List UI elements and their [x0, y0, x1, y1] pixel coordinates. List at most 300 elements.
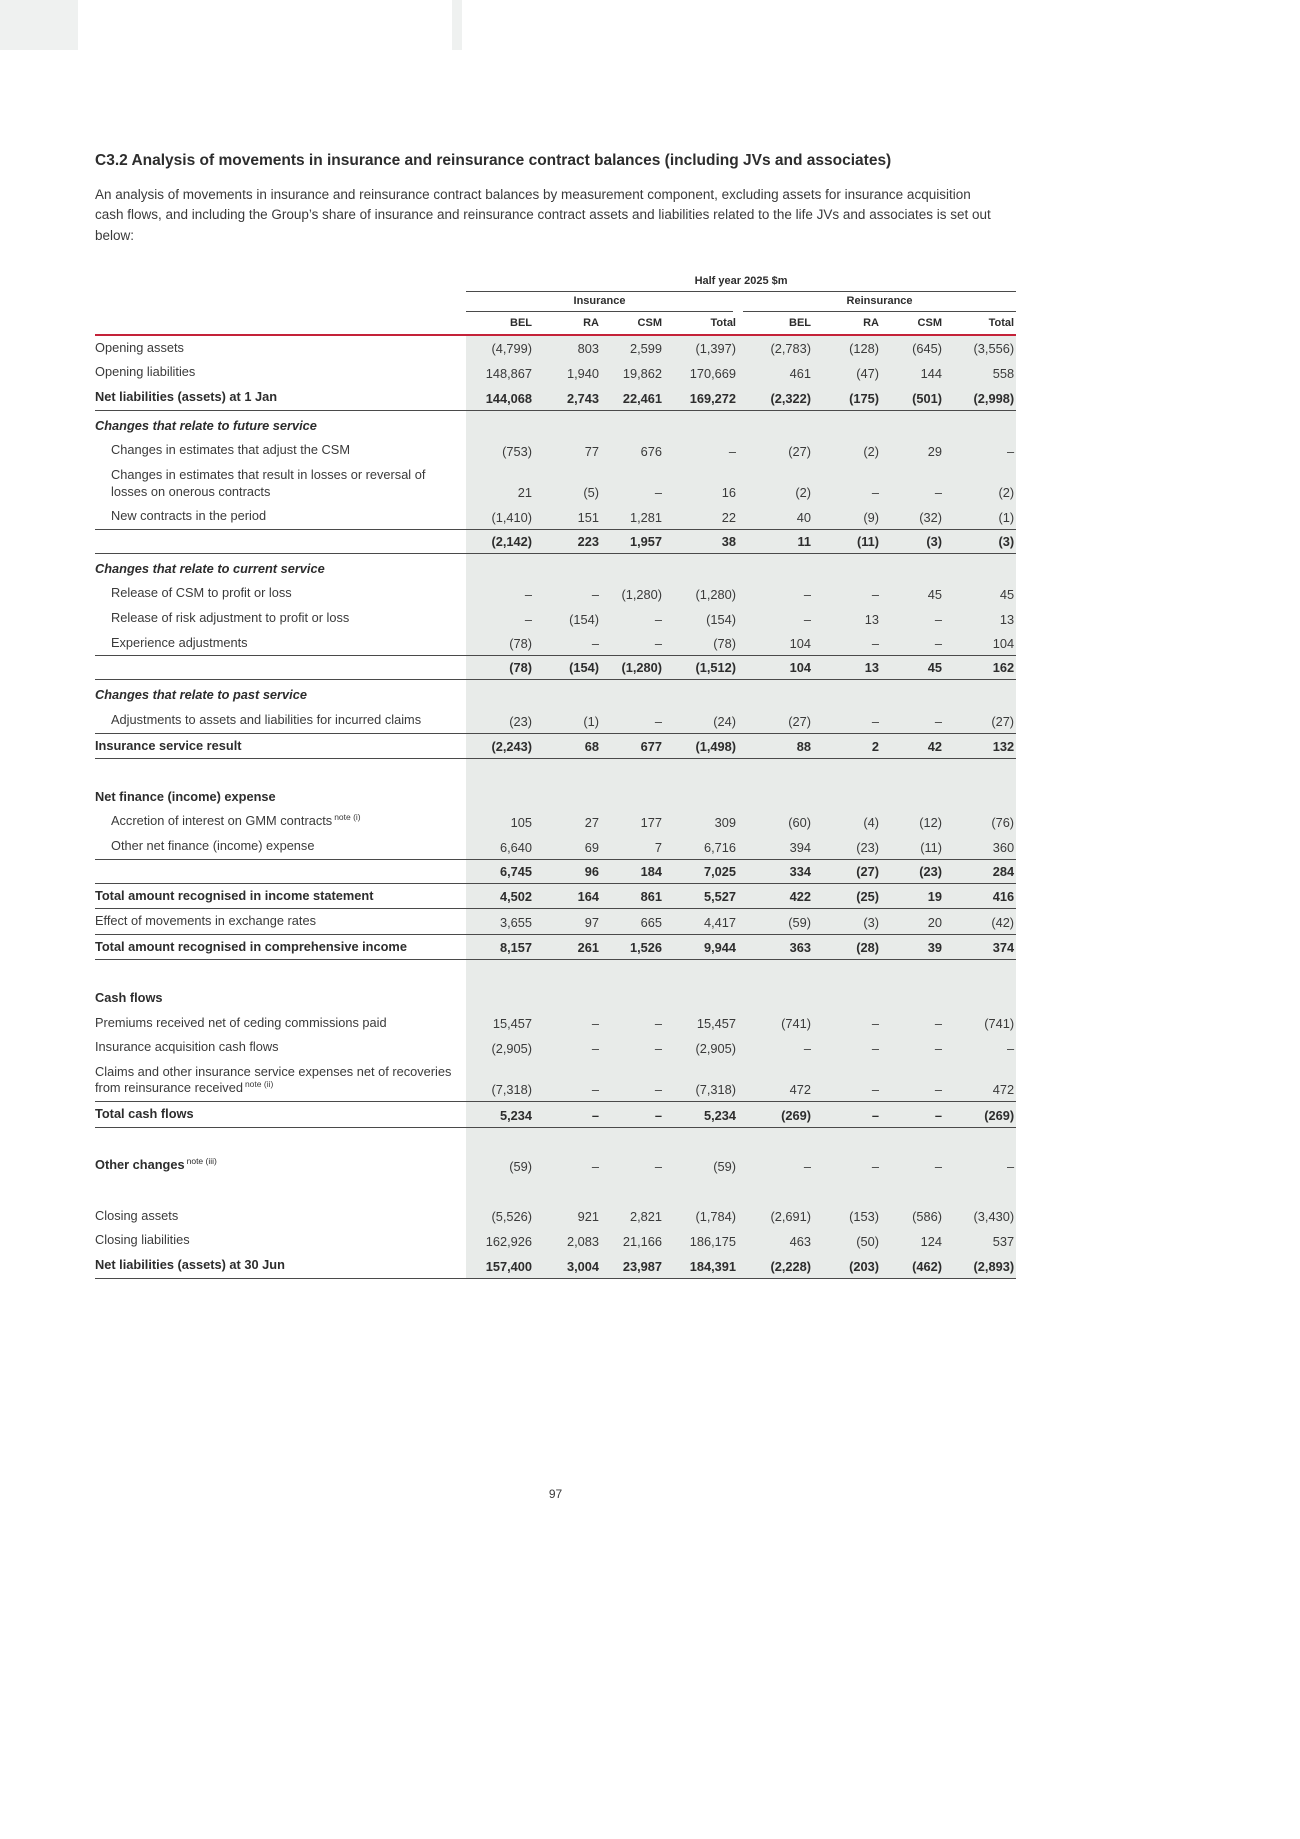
value-cell [813, 553, 881, 581]
value-cell [601, 410, 664, 438]
value-cell: 19 [881, 883, 944, 909]
value-cell [813, 960, 881, 986]
value-cell: – [534, 581, 601, 606]
value-cell: 15,457 [466, 1011, 534, 1036]
value-cell: (645) [881, 335, 944, 361]
value-cell: 162,926 [466, 1228, 534, 1253]
value-cell: – [813, 1035, 881, 1060]
value-cell [466, 960, 534, 986]
value-cell: – [738, 581, 813, 606]
value-cell: (586) [881, 1204, 944, 1229]
value-cell: 9,944 [664, 934, 738, 960]
value-cell: (2,243) [466, 733, 534, 759]
table-row [95, 631, 1016, 656]
value-cell: (76) [944, 809, 1016, 834]
value-cell: (1) [944, 504, 1016, 529]
row-label: Opening assets [95, 335, 466, 361]
row-label: Changes that relate to current service [95, 560, 325, 576]
value-cell: – [601, 1102, 664, 1128]
table-row [95, 1102, 1016, 1128]
value-cell: (153) [813, 1204, 881, 1229]
value-cell: (2,905) [466, 1035, 534, 1060]
value-cell: (23) [881, 859, 944, 883]
column-header-total-insurance: Total [710, 316, 736, 329]
row-label: New contracts in the period [111, 508, 267, 524]
value-cell [944, 960, 1016, 986]
column-header-bel-insurance: BEL [510, 316, 532, 329]
table-row [95, 1060, 1016, 1102]
value-cell: – [466, 606, 534, 631]
value-cell: (9) [813, 504, 881, 529]
row-label [95, 1127, 466, 1153]
value-cell [466, 986, 534, 1011]
value-cell: (23) [466, 708, 534, 733]
value-cell: 29 [881, 438, 944, 463]
value-cell: 13 [813, 656, 881, 680]
value-cell: (741) [944, 1011, 1016, 1036]
table-row [95, 360, 1016, 385]
value-cell [813, 1127, 881, 1153]
row-label: Premiums received net of ceding commissions paid [95, 1014, 387, 1030]
value-cell [944, 410, 1016, 438]
value-cell: 416 [944, 883, 1016, 909]
column-header-ra-reinsurance: RA [863, 316, 879, 329]
value-cell [534, 986, 601, 1011]
value-cell: 2,821 [601, 1204, 664, 1229]
value-cell: 2 [813, 733, 881, 759]
table-row [95, 410, 1016, 438]
value-cell: 23,987 [601, 1253, 664, 1278]
row-label [95, 1178, 466, 1204]
value-cell: 45 [944, 581, 1016, 606]
value-cell: (3) [944, 529, 1016, 553]
value-cell: (27) [738, 438, 813, 463]
value-cell: (27) [738, 708, 813, 733]
period-header: Half year 2025 $m [466, 272, 1016, 292]
value-cell: 88 [738, 733, 813, 759]
value-cell: – [881, 708, 944, 733]
value-cell: 677 [601, 733, 664, 759]
value-cell: 422 [738, 883, 813, 909]
value-cell [881, 1178, 944, 1204]
value-cell: (1,410) [466, 504, 534, 529]
value-cell [466, 759, 534, 785]
value-cell: 360 [944, 834, 1016, 859]
value-cell: 69 [534, 834, 601, 859]
value-cell: (1,498) [664, 733, 738, 759]
value-cell: – [944, 438, 1016, 463]
row-label: Changes in estimates that adjust the CSM [111, 442, 350, 458]
value-cell [813, 785, 881, 810]
spacer-row [95, 960, 1016, 986]
table-row [95, 986, 1016, 1011]
value-cell: 6,716 [664, 834, 738, 859]
value-cell: (27) [944, 708, 1016, 733]
table-row [95, 335, 1016, 361]
value-cell: (47) [813, 360, 881, 385]
value-cell: 105 [466, 809, 534, 834]
value-cell: 42 [881, 733, 944, 759]
column-header-row [95, 312, 1016, 335]
value-cell: – [881, 1011, 944, 1036]
row-label: Closing liabilities [95, 1232, 190, 1248]
value-cell [738, 1178, 813, 1204]
value-cell [813, 680, 881, 708]
value-cell: 284 [944, 859, 1016, 883]
value-cell: 461 [738, 360, 813, 385]
table-row [95, 909, 1016, 935]
value-cell: – [534, 1060, 601, 1102]
row-label: Insurance service result [95, 733, 466, 759]
row-label: Changes that relate to future service [95, 417, 317, 433]
value-cell: 803 [534, 335, 601, 361]
row-label [95, 529, 466, 553]
value-cell: (753) [466, 438, 534, 463]
value-cell: – [466, 581, 534, 606]
value-cell: – [944, 1035, 1016, 1060]
table-row [95, 1153, 1016, 1178]
value-cell: (25) [813, 883, 881, 909]
row-label [95, 656, 466, 680]
value-cell [944, 680, 1016, 708]
value-cell [738, 759, 813, 785]
value-cell [944, 1178, 1016, 1204]
value-cell: 16 [664, 463, 738, 504]
column-header-total-reinsurance: Total [988, 316, 1015, 329]
row-label: Insurance acquisition cash flows [95, 1039, 279, 1055]
value-cell: 184,391 [664, 1253, 738, 1278]
column-header-bel-reinsurance: BEL [789, 316, 811, 329]
value-cell: – [534, 1035, 601, 1060]
row-label: Effect of movements in exchange rates [95, 909, 466, 935]
value-cell [881, 410, 944, 438]
value-cell: – [813, 1060, 881, 1102]
row-label: Claims and other insurance service expenses net of recoveries from reinsurance received $^{note (ii)}$ [95, 1063, 452, 1096]
value-cell [881, 960, 944, 986]
value-cell: (1,280) [601, 581, 664, 606]
value-cell: (175) [813, 385, 881, 410]
value-cell [534, 960, 601, 986]
value-cell [664, 553, 738, 581]
value-cell: (154) [534, 656, 601, 680]
value-cell: (3,556) [944, 335, 1016, 361]
value-cell: 144 [881, 360, 944, 385]
value-cell: (24) [664, 708, 738, 733]
value-cell: (59) [466, 1153, 534, 1178]
value-cell [664, 1127, 738, 1153]
value-cell: 96 [534, 859, 601, 883]
value-cell [601, 759, 664, 785]
top-decoration-left [0, 0, 78, 50]
value-cell: 5,234 [664, 1102, 738, 1128]
value-cell: 7,025 [664, 859, 738, 883]
value-cell: 13 [944, 606, 1016, 631]
value-cell: 472 [738, 1060, 813, 1102]
value-cell: 20 [881, 909, 944, 935]
value-cell [601, 1127, 664, 1153]
value-cell [466, 1178, 534, 1204]
value-cell [738, 553, 813, 581]
report-content [95, 152, 1016, 1279]
value-cell: – [601, 1011, 664, 1036]
value-cell: 97 [534, 909, 601, 935]
note-reference: note (iii) [186, 1155, 217, 1166]
value-cell: (5) [534, 463, 601, 504]
table-row [95, 606, 1016, 631]
table-row [95, 680, 1016, 708]
header-spacer [95, 312, 466, 335]
value-cell: (4) [813, 809, 881, 834]
table-row [95, 834, 1016, 859]
group-header-insurance-cell [466, 292, 738, 312]
header-spacer [95, 292, 466, 312]
table-row [95, 553, 1016, 581]
value-cell [534, 1127, 601, 1153]
value-cell: 472 [944, 1060, 1016, 1102]
value-cell [466, 410, 534, 438]
header-spacer [95, 272, 466, 292]
value-cell: (7,318) [664, 1060, 738, 1102]
value-cell [664, 1178, 738, 1204]
value-cell: 5,234 [466, 1102, 534, 1128]
value-cell: (1) [534, 708, 601, 733]
value-cell [534, 410, 601, 438]
value-cell [601, 1178, 664, 1204]
value-cell: – [601, 463, 664, 504]
table-row [95, 463, 1016, 504]
value-cell: 104 [944, 631, 1016, 656]
value-cell: 374 [944, 934, 1016, 960]
table-row [95, 708, 1016, 733]
row-label: Adjustments to assets and liabilities for incurred claims [111, 711, 422, 727]
group-header-reinsurance: Reinsurance [743, 292, 1016, 312]
value-cell: (2,322) [738, 385, 813, 410]
value-cell: (741) [738, 1011, 813, 1036]
row-label: Changes that relate to past service [95, 687, 307, 703]
value-cell: 558 [944, 360, 1016, 385]
value-cell: 19,862 [601, 360, 664, 385]
table-row [95, 859, 1016, 883]
row-label: Total amount recognised in income statement [95, 883, 466, 909]
value-cell: 676 [601, 438, 664, 463]
section-title: C3.2 Analysis of movements in insurance and reinsurance contract balances (including JVs and associates) [95, 152, 892, 169]
value-cell: (2,998) [944, 385, 1016, 410]
value-cell [601, 680, 664, 708]
value-cell: (3) [881, 529, 944, 553]
value-cell: 157,400 [466, 1253, 534, 1278]
row-label: Release of CSM to profit or loss [111, 585, 292, 601]
value-cell: (11) [881, 834, 944, 859]
group-header-row [95, 292, 1016, 312]
value-cell: 261 [534, 934, 601, 960]
value-cell [664, 759, 738, 785]
value-cell: 184 [601, 859, 664, 883]
value-cell: (1,397) [664, 335, 738, 361]
column-header-csm-insurance: CSM [637, 316, 662, 329]
value-cell [813, 1178, 881, 1204]
value-cell: (32) [881, 504, 944, 529]
value-cell [944, 1127, 1016, 1153]
row-label: Accretion of interest on GMM contracts $^{note (i)}$ [111, 811, 361, 829]
value-cell: (269) [944, 1102, 1016, 1128]
value-cell: (1,784) [664, 1204, 738, 1229]
note-reference: note (ii) [244, 1079, 274, 1090]
value-cell: (2,228) [738, 1253, 813, 1278]
value-cell: – [881, 463, 944, 504]
value-cell: – [881, 1153, 944, 1178]
value-cell: 6,745 [466, 859, 534, 883]
value-cell [881, 553, 944, 581]
value-cell [466, 680, 534, 708]
value-cell: – [601, 631, 664, 656]
value-cell: – [813, 1153, 881, 1178]
value-cell: (2,905) [664, 1035, 738, 1060]
value-cell [738, 960, 813, 986]
value-cell: 124 [881, 1228, 944, 1253]
column-header-csm-reinsurance: CSM [917, 316, 942, 329]
row-label: Total amount recognised in comprehensive income [95, 934, 466, 960]
value-cell: (4,799) [466, 335, 534, 361]
value-cell [534, 759, 601, 785]
row-label: Net finance (income) expense [95, 788, 276, 804]
value-cell: – [813, 581, 881, 606]
value-cell: 7 [601, 834, 664, 859]
value-cell: (78) [466, 656, 534, 680]
row-label: Cash flows [95, 989, 163, 1005]
value-cell: 223 [534, 529, 601, 553]
value-cell [664, 960, 738, 986]
table-row [95, 1035, 1016, 1060]
value-cell: – [601, 1153, 664, 1178]
value-cell [944, 759, 1016, 785]
value-cell [664, 410, 738, 438]
value-cell: (2,142) [466, 529, 534, 553]
value-cell: 3,004 [534, 1253, 601, 1278]
value-cell [664, 785, 738, 810]
value-cell: 1,281 [601, 504, 664, 529]
table-row [95, 504, 1016, 529]
value-cell: 21 [466, 463, 534, 504]
value-cell: 45 [881, 656, 944, 680]
value-cell: 45 [881, 581, 944, 606]
value-cell: (1,512) [664, 656, 738, 680]
value-cell: 1,957 [601, 529, 664, 553]
value-cell [664, 680, 738, 708]
value-cell: (7,318) [466, 1060, 534, 1102]
value-cell: (78) [466, 631, 534, 656]
value-cell: – [738, 1035, 813, 1060]
value-cell: 8,157 [466, 934, 534, 960]
value-cell: 2,083 [534, 1228, 601, 1253]
row-label: Other net finance (income) expense [111, 837, 315, 853]
value-cell: 104 [738, 631, 813, 656]
value-cell [944, 785, 1016, 810]
value-cell [738, 410, 813, 438]
value-cell: 27 [534, 809, 601, 834]
table-row [95, 809, 1016, 834]
value-cell: 1,526 [601, 934, 664, 960]
row-label: Opening liabilities [95, 364, 196, 380]
table-row [95, 385, 1016, 410]
value-cell: – [534, 1153, 601, 1178]
value-cell: 5,527 [664, 883, 738, 909]
value-cell [881, 785, 944, 810]
value-cell: 40 [738, 504, 813, 529]
value-cell: (1,280) [664, 581, 738, 606]
value-cell: – [881, 1035, 944, 1060]
value-cell: 38 [664, 529, 738, 553]
value-cell: 921 [534, 1204, 601, 1229]
value-cell: 3,655 [466, 909, 534, 935]
value-cell [601, 986, 664, 1011]
value-cell [881, 759, 944, 785]
value-cell: 334 [738, 859, 813, 883]
table-row [95, 1228, 1016, 1253]
value-cell: (11) [813, 529, 881, 553]
value-cell [601, 785, 664, 810]
value-cell: 2,743 [534, 385, 601, 410]
value-cell [813, 410, 881, 438]
value-cell: 1,940 [534, 360, 601, 385]
value-cell: – [813, 1011, 881, 1036]
row-label: Experience adjustments [111, 634, 248, 650]
value-cell: 394 [738, 834, 813, 859]
value-cell: 537 [944, 1228, 1016, 1253]
value-cell: 2,599 [601, 335, 664, 361]
table-row [95, 785, 1016, 810]
row-label: Changes in estimates that result in losses or reversal of losses on onerous contracts [111, 466, 426, 499]
value-cell: 148,867 [466, 360, 534, 385]
value-cell [466, 1127, 534, 1153]
value-cell: – [738, 1153, 813, 1178]
table-row [95, 1204, 1016, 1229]
table-row [95, 656, 1016, 680]
period-header-cell [466, 272, 1016, 292]
value-cell [738, 785, 813, 810]
row-label [95, 960, 466, 986]
value-cell: (3,430) [944, 1204, 1016, 1229]
value-cell: – [534, 631, 601, 656]
value-cell [534, 1178, 601, 1204]
row-label: Closing assets [95, 1207, 179, 1223]
value-cell: 4,502 [466, 883, 534, 909]
column-header-ra-insurance: RA [583, 316, 599, 329]
value-cell [601, 960, 664, 986]
value-cell [738, 1127, 813, 1153]
value-cell: 861 [601, 883, 664, 909]
movements-table [95, 272, 1016, 1279]
value-cell: – [944, 1153, 1016, 1178]
value-cell [944, 553, 1016, 581]
value-cell: (5,526) [466, 1204, 534, 1229]
value-cell: (2) [944, 463, 1016, 504]
value-cell [466, 785, 534, 810]
value-cell [813, 986, 881, 1011]
value-cell [881, 680, 944, 708]
value-cell: (59) [738, 909, 813, 935]
value-cell: – [738, 606, 813, 631]
value-cell: (2,893) [944, 1253, 1016, 1278]
value-cell: 11 [738, 529, 813, 553]
value-cell: 13 [813, 606, 881, 631]
value-cell: 144,068 [466, 385, 534, 410]
value-cell: (42) [944, 909, 1016, 935]
table-row [95, 883, 1016, 909]
value-cell: 77 [534, 438, 601, 463]
row-label: Total cash flows [95, 1102, 466, 1128]
row-label: Release of risk adjustment to profit or loss [111, 610, 350, 625]
value-cell: 170,669 [664, 360, 738, 385]
